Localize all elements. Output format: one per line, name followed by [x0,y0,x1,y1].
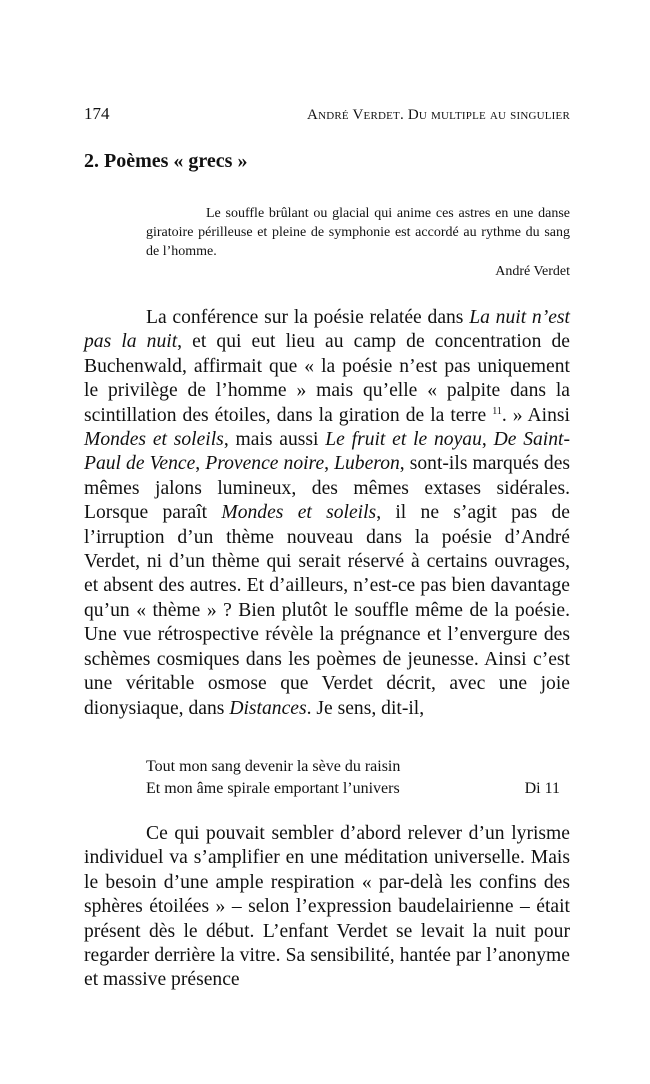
running-title: André Verdet. Du multiple au singulier [307,107,570,123]
verse-line-2-text: Et mon âme spirale emportant l’univers [146,780,400,797]
epigraph [146,204,570,281]
paragraph-2 [84,822,570,993]
running-head [84,104,570,124]
title-la-nuit: La nuit n’est pas la nuit [84,307,570,353]
footnote-ref: 11 [492,405,502,417]
page-number: 174 [84,104,110,123]
title-provence-noire: Provence noire [205,453,325,475]
paragraph-1 [84,306,570,721]
epigraph-attribution: André Verdet [495,264,570,279]
title-saint-paul: De Saint-Paul de Vence [84,429,571,475]
section-heading: 2. Poèmes « grecs » [84,150,248,172]
verse-line-1: Tout mon sang devenir la sève du raisin [146,758,401,775]
paragraph-2-text: Ce qui pouvait sembler d’abord relever d’un lyrisme individuel va s’amplifier en une méditation universelle. Mais le besoin d’une ample respiration « par-delà les confins des sphères étoilées » – selon l’expression baudelairienne – était présent dès le début. L’enfant Verdet se levait la nuit pour regarder derrière la vitre. Sa sensibilité, hantée par l’anonyme et massive présence [84,823,570,991]
title-mondes-et-soleils-2: Mondes et soleils [221,502,377,524]
title-mondes-et-soleils: Mondes et soleils [84,429,224,451]
verse-line-2 [146,778,560,800]
verse-quote [146,756,560,800]
title-le-fruit: Le fruit et le noyau [325,429,482,451]
title-distances: Distances [229,697,307,719]
title-luberon: Luberon [334,453,400,475]
paragraph-1-text: La conférence sur la poésie relatée dans La nuit n’est pas la nuit, et qui eut lieu au camp de concentration de Buchenwald, affirmait que « la poésie n’est pas uniquement le privilège de l’homme » mais qu’elle « palpite dans la scintillation des étoiles, dans la giration de la terre $^{11}$. » Ainsi Mondes et soleils, mais aussi Le fruit et le noyau, De Saint-Paul de Vence, Provence noire, Luberon, sont-ils marqués des mêmes jalons lumineux, des mêmes extases sidérales. Lorsque paraît Mondes et soleils, il ne s’agit pas de l’irruption d’un thème nouveau dans la poésie d’André Verdet, ni d’un thème qui serait réservé à certains ouvrages, et absent des autres. Et d’ailleurs, n’est-ce pas bien davantage qu’un « thème » ? Bien plutôt le souffle même de la poésie. Une vue rétrospective révèle la prégnance et l’envergure des schèmes cosmiques dans les poèmes de jeunesse. Ainsi c’est une véritable osmose que Verdet décrit, avec une joie dionysiaque, dans Distances. Je sens, dit-il, [84,307,571,719]
verse-reference: Di 11 [524,780,560,797]
epigraph-text: Le souffle brûlant ou glacial qui anime ces astres en une danse giratoire périlleuse et pleine de symphonie est accordé au rythme du sang de l’homme. [146,206,570,259]
